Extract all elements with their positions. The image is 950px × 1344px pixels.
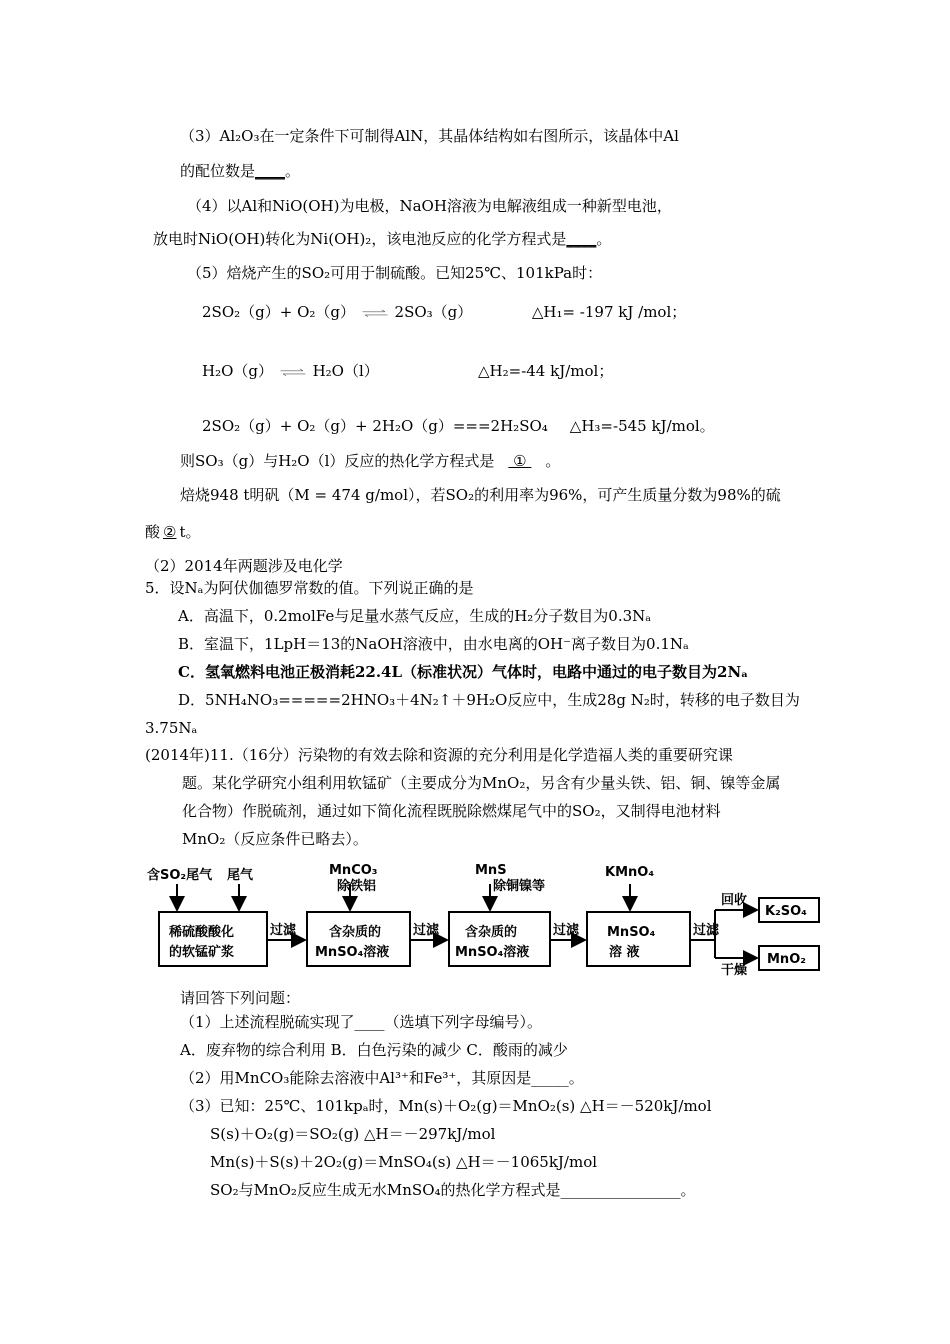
option-d-cont: 3.75Nₐ — [145, 719, 198, 737]
flow-product: MnO₂ — [767, 952, 806, 967]
reversible-arrow-icon — [360, 303, 390, 323]
reversible-arrow-icon — [278, 362, 308, 382]
flow-input-label: 尾气 — [227, 868, 254, 883]
text-line — [145, 522, 201, 542]
equation-text: 2SO₂（g）+ O₂（g）+ 2H₂O（g）===2H₂SO₄ — [202, 417, 548, 435]
text-line: （3）Al₂O₃在一定条件下可制得AlN，其晶体结构如右图所示，该晶体中Al — [180, 127, 679, 145]
flow-reagent: MnCO₃ — [329, 863, 378, 878]
flow-reagent: 除铁铝 — [337, 879, 377, 894]
text-span: 的配位数是 — [180, 162, 256, 180]
flow-step-label: 干燥 — [721, 963, 748, 977]
flow-box-label: 含杂质的 — [465, 925, 518, 940]
flow-box-label: 稀硫酸酸化 — [169, 925, 235, 940]
flow-box-label: MnSO₄溶液 — [315, 945, 390, 960]
equation: Mn(s)＋S(s)＋2O₂(g)＝MnSO₄(s) △H＝－1065kJ/mol — [210, 1153, 598, 1171]
flow-reagent: KMnO₄ — [605, 865, 655, 880]
option-c: C．氢氧燃料电池正极消耗22.4L（标准状况）气体时，电路中通过的电子数目为2Nₐ — [178, 663, 749, 681]
equation-lhs: 2SO₂（g）+ O₂（g） — [202, 303, 355, 321]
flow-input-label: 含SO₂尾气 — [147, 868, 213, 883]
section-heading: （2）2014年两题涉及电化学 — [145, 557, 343, 575]
options: A．废弃物的综合利用 B．白色污染的减少 C．酸雨的减少 — [180, 1041, 568, 1059]
text-span: t。 — [179, 523, 201, 541]
text-span: 。 — [285, 162, 301, 180]
equation-lhs: H₂O（g） — [202, 362, 273, 380]
flow-box-label: MnSO₄ — [607, 925, 656, 940]
enthalpy: △H₂=-44 kJ/mol； — [478, 362, 614, 380]
equation-1 — [202, 302, 686, 323]
flow-product: K₂SO₄ — [765, 904, 807, 919]
flow-box-label: 含杂质的 — [329, 925, 382, 940]
question-5: 5．设Nₐ为阿伏伽德罗常数的值。下列说正确的是 — [145, 579, 474, 597]
sub-question-3: （3）已知：25℃、101kpₐ时，Mn(s)＋O₂(g)＝MnO₂(s) △H＝－520kJ/mol — [180, 1097, 712, 1115]
flow-step-label: 过滤 — [270, 923, 297, 938]
text-line: 化合物）作脱硫剂，通过如下简化流程既脱除燃煤尾气中的SO₂，又制得电池材料 — [182, 802, 721, 820]
flow-step-label: 过滤 — [693, 923, 720, 938]
text-line: （5）焙烧产生的SO₂可用于制硫酸。已知25℃、101kPa时： — [187, 264, 603, 282]
enthalpy: △H₃=-545 kJ/mol。 — [569, 417, 715, 435]
flow-box-label: MnSO₄溶液 — [455, 945, 530, 960]
option-b: B．室温下，1LpH＝13的NaOH溶液中，由水电离的OH⁻离子数目为0.1Nₐ — [178, 635, 689, 653]
text-line — [153, 229, 611, 249]
sub-question-1: （1）上述流程脱硫实现了____（选填下列字母编号）。 — [180, 1013, 543, 1031]
text-span: 则SO₃（g）与H₂O（l）反应的热化学方程式是 — [180, 452, 495, 470]
text-line: （4）以Al和NiO(OH)为电极，NaOH溶液为电解液组成一种新型电池， — [187, 197, 672, 215]
flow-box-label: 溶 液 — [609, 945, 640, 960]
sub-question-2: （2）用MnCO₃能除去溶液中Al³⁺和Fe³⁺，其原因是_____。 — [180, 1069, 584, 1087]
text-line: 请回答下列问题： — [180, 989, 301, 1007]
text-span: 。 — [596, 230, 612, 248]
blank: ____ — [566, 230, 597, 248]
blank: ① — [508, 452, 532, 470]
text-span: 酸 — [145, 523, 161, 541]
option-a: A．高温下，0.2molFe与足量水蒸气反应，生成的H₂分子数目为0.3Nₐ — [178, 607, 652, 625]
blank: ____ — [255, 162, 286, 180]
blank: ② — [163, 523, 177, 541]
equation-rhs: H₂O（l） — [312, 362, 379, 380]
flow-reagent: MnS — [475, 863, 507, 878]
text-span: 放电时NiO(OH)转化为Ni(OH)₂，该电池反应的化学方程式是 — [153, 230, 567, 248]
question-11: (2014年)11.（16分）污染物的有效去除和资源的充分利用是化学造福人类的重要研究课 — [145, 746, 733, 764]
equation-2 — [202, 361, 379, 382]
enthalpy: △H₁= -197 kJ /mol； — [531, 303, 687, 321]
flow-step-label: 过滤 — [553, 923, 580, 938]
flow-box-label: 的软锰矿浆 — [169, 945, 235, 960]
process-flow-diagram — [145, 862, 825, 977]
text-line: SO₂与MnO₂反应生成无水MnSO₄的热化学方程式是________________。 — [210, 1181, 696, 1199]
equation-3 — [202, 416, 715, 436]
text-line — [180, 161, 300, 181]
text-line: 题。某化学研究小组利用软锰矿（主要成分为MnO₂，另含有少量头铁、铝、铜、镍等金属 — [182, 774, 781, 792]
text-line: MnO₂（反应条件已略去）。 — [182, 830, 368, 848]
option-d: D．5NH₄NO₃=====2HNO₃＋4N₂↑＋9H₂O反应中，生成28g N₂时，转移的电子数目为 — [178, 691, 800, 709]
equation: S(s)＋O₂(g)＝SO₂(g) △H＝－297kJ/mol — [210, 1125, 496, 1143]
equation-rhs: 2SO₃（g） — [394, 303, 473, 321]
text-line: 焙烧948 t明矾（M = 474 g/mol），若SO₂的利用率为96%，可产生质量分数为98%的硫 — [180, 486, 781, 504]
text-span: 。 — [545, 452, 561, 470]
text-line — [180, 451, 560, 471]
flow-reagent: 除铜镍等 — [493, 879, 546, 894]
flow-step-label: 回收 — [721, 893, 748, 908]
flow-step-label: 过滤 — [413, 923, 440, 938]
